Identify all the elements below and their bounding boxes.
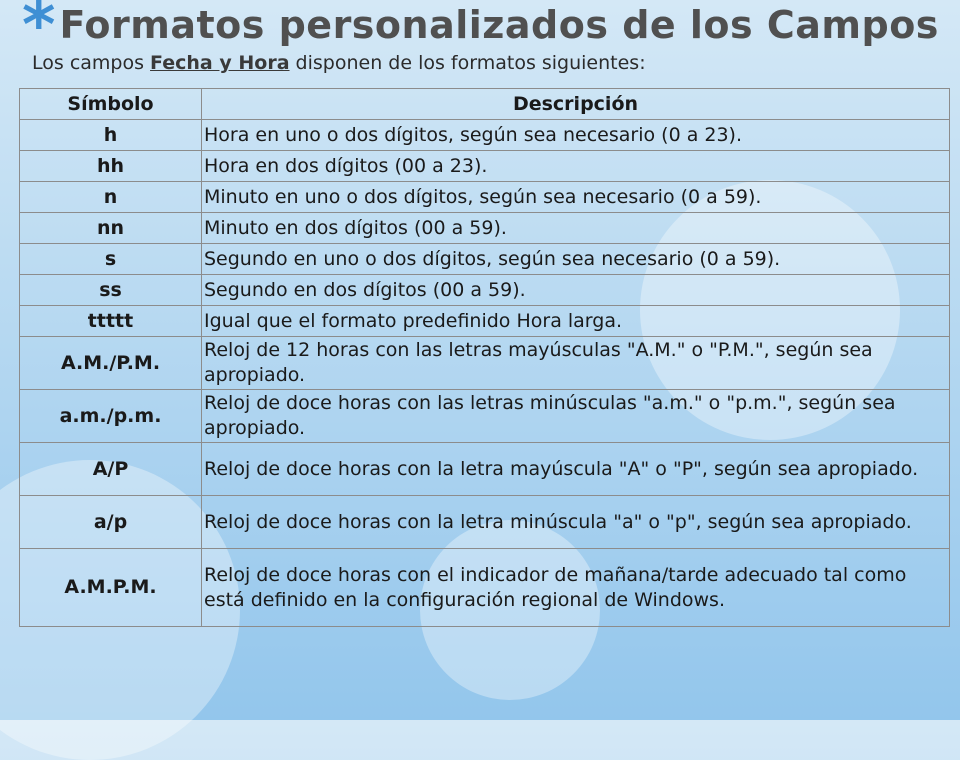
header-description: Descripción xyxy=(202,89,950,120)
header-symbol: Símbolo xyxy=(20,89,202,120)
table-row xyxy=(20,275,950,306)
table-row xyxy=(20,337,950,390)
symbol-cell: A.M.P.M. xyxy=(20,549,202,627)
table-row xyxy=(20,120,950,151)
description-cell: Minuto en uno o dos dígitos, según sea necesario (0 a 59). xyxy=(202,182,950,213)
description-cell: Hora en dos dígitos (00 a 23). xyxy=(202,151,950,182)
description-cell: Segundo en uno o dos dígitos, según sea necesario (0 a 59). xyxy=(202,244,950,275)
table-row xyxy=(20,443,950,496)
symbol-cell: A.M./P.M. xyxy=(20,337,202,390)
description-cell: Segundo en dos dígitos (00 a 59). xyxy=(202,275,950,306)
description-cell: Hora en uno o dos dígitos, según sea necesario (0 a 23). xyxy=(202,120,950,151)
table-row xyxy=(20,244,950,275)
subtitle xyxy=(32,52,646,74)
formats-table xyxy=(19,88,950,627)
subtitle-highlight: Fecha y Hora xyxy=(150,52,290,74)
table-row xyxy=(20,182,950,213)
symbol-cell: s xyxy=(20,244,202,275)
symbol-cell: a/p xyxy=(20,496,202,549)
description-cell: Reloj de doce horas con el indicador de mañana/tarde adecuado tal como está definido en la configuración regional de Windows. xyxy=(202,549,950,627)
subtitle-suffix: disponen de los formatos siguientes: xyxy=(289,52,646,74)
table-header-row xyxy=(20,89,950,120)
symbol-cell: a.m./p.m. xyxy=(20,390,202,443)
description-cell: Igual que el formato predefinido Hora larga. xyxy=(202,306,950,337)
description-cell: Reloj de doce horas con la letra mayúscula "A" o "P", según sea apropiado. xyxy=(202,443,950,496)
asterisk-bullet-icon: * xyxy=(22,0,56,63)
table-row xyxy=(20,306,950,337)
table-row xyxy=(20,496,950,549)
symbol-cell: ss xyxy=(20,275,202,306)
symbol-cell: nn xyxy=(20,213,202,244)
description-cell: Reloj de doce horas con las letras minúsculas "a.m." o "p.m.", según sea apropiado. xyxy=(202,390,950,443)
symbol-cell: h xyxy=(20,120,202,151)
table-row xyxy=(20,390,950,443)
table-row xyxy=(20,151,950,182)
symbol-cell: hh xyxy=(20,151,202,182)
subtitle-prefix: Los campos xyxy=(32,52,151,74)
symbol-cell: ttttt xyxy=(20,306,202,337)
symbol-cell: A/P xyxy=(20,443,202,496)
description-cell: Reloj de doce horas con la letra minúscula "a" o "p", según sea apropiado. xyxy=(202,496,950,549)
symbol-cell: n xyxy=(20,182,202,213)
table-row xyxy=(20,549,950,627)
table-row xyxy=(20,213,950,244)
title-text: Formatos personalizados de los Campos xyxy=(59,3,939,47)
description-cell: Reloj de 12 horas con las letras mayúsculas "A.M." o "P.M.", según sea apropiado. xyxy=(202,337,950,390)
description-cell: Minuto en dos dígitos (00 a 59). xyxy=(202,213,950,244)
